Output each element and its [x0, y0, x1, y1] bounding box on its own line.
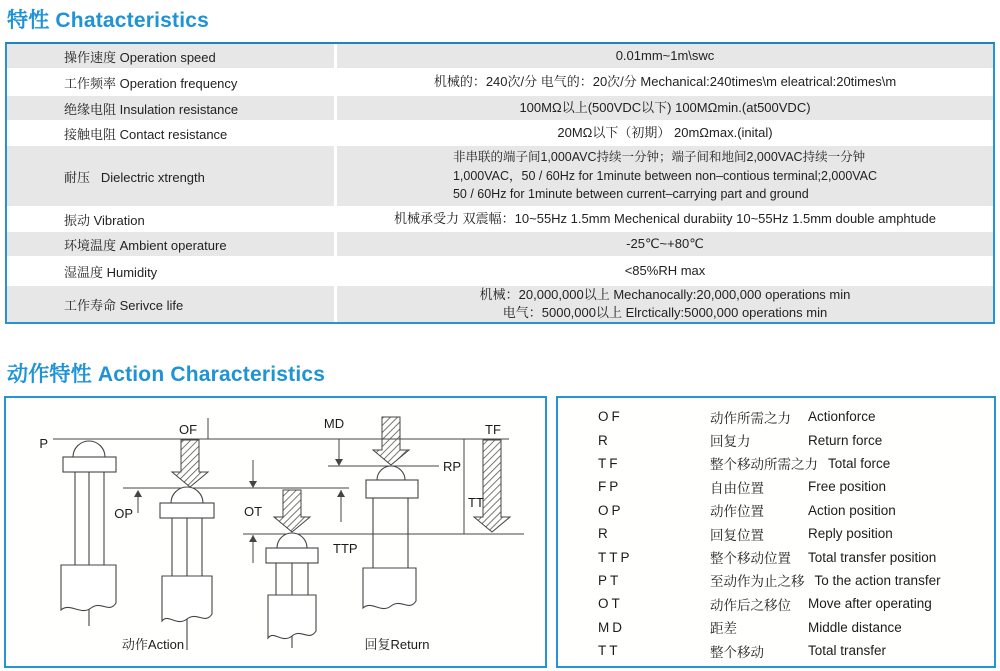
- action-diagram: [6, 398, 545, 666]
- spec-value: [337, 68, 993, 96]
- spec-value: [337, 96, 993, 120]
- action-diagram-panel: [4, 396, 547, 668]
- plunger-total-transfer: [266, 533, 318, 648]
- spec-value-line: 0.01mm~1m\swc: [615, 47, 715, 63]
- spec-label: 接触电阻 Contact resistance: [64, 126, 228, 142]
- label-action: 动作Action: [121, 637, 185, 652]
- label-rp: RP: [443, 459, 462, 474]
- legend-cn: 回复位置: [710, 527, 764, 543]
- spec-value: [337, 206, 993, 232]
- spec-value: [337, 256, 993, 286]
- label-ot: OT: [243, 504, 263, 519]
- spec-label: 操作速度 Operation speed: [7, 44, 334, 68]
- spec-value-line: 电气：5000,000以上 Elrctically:5000,000 operations min: [502, 305, 828, 320]
- legend-cn: 动作位置: [710, 504, 764, 520]
- spec-value: [337, 146, 993, 206]
- label-of: OF: [178, 422, 198, 437]
- table-row: [7, 232, 993, 256]
- page: [0, 4, 1000, 668]
- legend-en: Return force: [808, 432, 883, 448]
- legend-cn: 距差: [710, 621, 737, 637]
- table-row: [7, 286, 993, 322]
- spec-value-line: 非串联的端子间1,000AVC持续一分钟；端子间和地间2,000VAC持续一分钟: [452, 149, 866, 164]
- table-row: [7, 96, 993, 120]
- spec-value-line: <85%RH max: [624, 262, 706, 278]
- label-ttp: TTP: [333, 541, 358, 556]
- table-row: [7, 120, 993, 146]
- spec-value: [337, 286, 993, 322]
- legend-row: [598, 405, 994, 428]
- legend-cn: 动作所需之力: [710, 410, 791, 426]
- label-tt: TT: [468, 495, 484, 510]
- table-row: [7, 44, 993, 68]
- legend-row: [598, 522, 994, 545]
- legend-row: [598, 499, 994, 522]
- legend-en: Total force: [828, 455, 891, 471]
- legend-row: [598, 639, 994, 662]
- spec-label: 工作寿命 Serivce life: [7, 286, 334, 322]
- return-force-arrow-icon: [373, 417, 409, 465]
- legend-en: Actionforce: [808, 409, 876, 425]
- ot-force-arrow-icon: [274, 490, 310, 532]
- plunger-return: [363, 466, 418, 609]
- label-return: 回复Return: [364, 637, 430, 652]
- legend-cn: 回复力: [710, 434, 751, 450]
- of-force-arrow-icon: [172, 440, 208, 487]
- plunger-action: [160, 487, 214, 650]
- legend-row: [598, 569, 994, 592]
- tf-force-arrow-icon: [474, 440, 510, 532]
- legend-en: Middle distance: [808, 619, 902, 635]
- legend-cn: 整个移动所需之力: [710, 457, 818, 473]
- legend-cn: 自由位置: [710, 480, 764, 496]
- legend-symbol: TT: [598, 643, 621, 659]
- label-tf: TF: [485, 422, 501, 437]
- action-section: [4, 396, 996, 668]
- spec-value: [337, 120, 993, 146]
- label-p: P: [39, 436, 48, 451]
- spec-value-line: 100MΩ以上(500VDC以下) 100MΩmin.(at500VDC): [519, 99, 811, 115]
- spec-value-line: 机械的：240次/分 电气的：20次/分 Mechanical:240times\m eleatrical:20times\m: [433, 73, 897, 89]
- legend-en: Total transfer position: [808, 549, 937, 565]
- legend-cn: 至动作为止之移: [710, 574, 805, 590]
- characteristics-title: 特性 Chatacteristics: [7, 9, 210, 32]
- legend-en: Total transfer: [808, 643, 887, 659]
- legend-symbol: OP: [598, 502, 624, 518]
- spec-label: 工作频率 Operation frequency: [64, 75, 238, 91]
- legend-en: Action position: [808, 502, 896, 518]
- spec-value: [337, 44, 993, 68]
- legend-symbol: OT: [598, 596, 623, 612]
- legend-symbol: OF: [598, 409, 623, 425]
- legend-en: Move after operating: [808, 596, 932, 612]
- spec-value-line: -25℃~+80℃: [626, 235, 704, 251]
- spec-label: 绝缘电阻 Insulation resistance: [7, 96, 334, 120]
- legend-symbol: MD: [598, 619, 625, 635]
- legend-row: [598, 475, 994, 498]
- legend-cn: 整个移动位置: [710, 551, 791, 567]
- legend-en: Reply position: [808, 526, 893, 542]
- legend-symbol: TTP: [598, 549, 633, 565]
- action-legend-panel: [556, 396, 996, 668]
- table-row: [7, 206, 993, 232]
- table-row: [7, 68, 993, 96]
- legend-symbol: R: [598, 526, 611, 542]
- spec-value-line: 机械：20,000,000以上 Mechanocally:20,000,000 operations min: [479, 286, 851, 302]
- spec-value-line: 50 / 60Hz for 1minute between current–carrying part and ground: [452, 187, 809, 202]
- spec-value: [337, 232, 993, 256]
- characteristics-table: [5, 42, 995, 324]
- spec-value-line: 20MΩ以下（初期） 20mΩmax.(inital): [557, 124, 773, 140]
- legend-symbol: PT: [598, 572, 622, 588]
- legend-cn: 整个移动: [710, 644, 764, 660]
- table-row: [7, 146, 993, 206]
- legend-en: To the action transfer: [814, 572, 941, 588]
- legend-row: [598, 616, 994, 639]
- table-row: [7, 256, 993, 286]
- legend-row: [598, 592, 994, 615]
- legend-symbol: TF: [598, 455, 621, 471]
- legend-cn: 动作后之移位: [710, 597, 791, 613]
- spec-value-line: 1,000VAC，50 / 60Hz for 1minute between non–contious terminal;2,000VAC: [452, 168, 878, 183]
- label-op: OP: [114, 506, 133, 521]
- spec-value-line: 机械承受力 双震幅：10~55Hz 1.5mm Mechenical durabiity 10~55Hz 1.5mm double amphtude: [394, 210, 936, 226]
- legend-row: [598, 545, 994, 568]
- legend-symbol: FP: [598, 479, 622, 495]
- legend-row: [598, 452, 994, 475]
- spec-label: 振动 Vibration: [64, 212, 145, 228]
- plunger-free: [61, 441, 116, 626]
- action-legend: [558, 398, 994, 662]
- legend-row: [598, 428, 994, 451]
- legend-en: Free position: [808, 479, 887, 495]
- legend-symbol: R: [598, 432, 611, 448]
- spec-label: 耐压 Dielectric xtrength: [7, 146, 334, 206]
- spec-label: 环境温度 Ambient operature: [7, 232, 334, 256]
- action-title: 动作特性 Action Characteristics: [7, 363, 326, 386]
- spec-label: 湿温度 Humidity: [64, 264, 158, 280]
- label-md: MD: [323, 416, 345, 431]
